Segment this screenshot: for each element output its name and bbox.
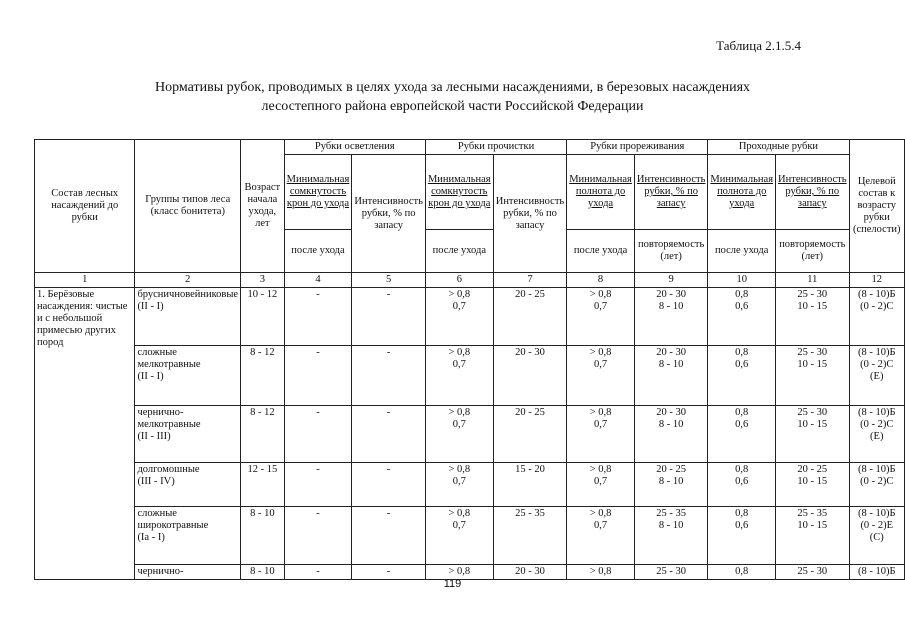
header-group-prokhodnye: Проходные рубки bbox=[708, 140, 849, 155]
value-cell-c11: 25 - 30 10 - 15 bbox=[776, 288, 849, 346]
column-number-10: 10 bbox=[708, 273, 776, 288]
value-cell-c12: (8 - 10)Б bbox=[849, 565, 904, 580]
value-cell-c8: > 0,8 0,7 bbox=[567, 463, 635, 507]
value-cell-c5: - bbox=[352, 406, 425, 463]
forest-type-cell: чернично- bbox=[135, 565, 241, 580]
header-target-composition: Целевой состав к возрасту рубки (спелости) bbox=[849, 140, 904, 273]
column-number-row bbox=[35, 273, 905, 288]
value-cell-c12: (8 - 10)Б (0 - 2)С (Е) bbox=[849, 346, 904, 406]
value-cell-c5: - bbox=[352, 565, 425, 580]
value-cell-c6: > 0,8 0,7 bbox=[425, 463, 493, 507]
column-number-8: 8 bbox=[567, 273, 635, 288]
value-cell-c9: 20 - 30 8 - 10 bbox=[634, 406, 707, 463]
value-cell-c5: - bbox=[352, 346, 425, 406]
value-cell-c9: 20 - 30 8 - 10 bbox=[634, 346, 707, 406]
table-number: Таблица 2.1.5.4 bbox=[716, 38, 801, 53]
value-cell-c6: > 0,8 bbox=[425, 565, 493, 580]
header-intensity-11-text: Интенсивность рубки, % по запасу bbox=[778, 174, 847, 209]
header-min-closure-before-6-text: Минимальная сомкнутость крон до ухода bbox=[427, 174, 491, 209]
value-cell-c8: > 0,8 0,7 bbox=[567, 288, 635, 346]
value-cell-age: 10 - 12 bbox=[241, 288, 284, 346]
header-min-density-before-8-text: Минимальная полнота до ухода bbox=[569, 174, 632, 209]
table-row bbox=[35, 346, 905, 406]
value-cell-c4: - bbox=[284, 288, 352, 346]
value-cell-c9: 20 - 30 8 - 10 bbox=[634, 288, 707, 346]
value-cell-c6: > 0,8 0,7 bbox=[425, 288, 493, 346]
header-min-closure-before-6 bbox=[425, 155, 493, 230]
header-after-care-4: после ухода bbox=[284, 230, 352, 273]
composition-cell: 1. Берёзовые насаждения: чистые и с небольшой примесью других пород bbox=[35, 288, 135, 580]
value-cell-c6: > 0,8 0,7 bbox=[425, 346, 493, 406]
value-cell-c10: 0,8 0,6 bbox=[708, 507, 776, 565]
header-repeat-9: повторяемость (лет) bbox=[634, 230, 707, 273]
value-cell-c11: 20 - 25 10 - 15 bbox=[776, 463, 849, 507]
header-intensity-5: Интенсивность рубки, % по запасу bbox=[352, 155, 425, 273]
value-cell-c8: > 0,8 0,7 bbox=[567, 507, 635, 565]
value-cell-c7: 25 - 35 bbox=[493, 507, 566, 565]
column-number-11: 11 bbox=[776, 273, 849, 288]
value-cell-c12: (8 - 10)Б (0 - 2)Е (С) bbox=[849, 507, 904, 565]
value-cell-c4: - bbox=[284, 346, 352, 406]
value-cell-c7: 20 - 25 bbox=[493, 288, 566, 346]
value-cell-c10: 0,8 bbox=[708, 565, 776, 580]
header-intensity-7: Интенсивность рубки, % по запасу bbox=[493, 155, 566, 273]
forest-type-cell: чернично-мелкотравные (II - III) bbox=[135, 406, 241, 463]
value-cell-c4: - bbox=[284, 463, 352, 507]
column-number-2: 2 bbox=[135, 273, 241, 288]
value-cell-c10: 0,8 0,6 bbox=[708, 406, 776, 463]
table-row bbox=[35, 507, 905, 565]
value-cell-c10: 0,8 0,6 bbox=[708, 346, 776, 406]
table-row bbox=[35, 288, 905, 346]
value-cell-age: 8 - 10 bbox=[241, 507, 284, 565]
header-group-prorezhivanie: Рубки прореживания bbox=[567, 140, 708, 155]
value-cell-age: 8 - 10 bbox=[241, 565, 284, 580]
value-cell-c11: 25 - 30 10 - 15 bbox=[776, 346, 849, 406]
column-number-12: 12 bbox=[849, 273, 904, 288]
header-min-density-before-8 bbox=[567, 155, 635, 230]
header-group-prochistki: Рубки прочистки bbox=[425, 140, 566, 155]
value-cell-c6: > 0,8 0,7 bbox=[425, 507, 493, 565]
value-cell-c7: 20 - 30 bbox=[493, 346, 566, 406]
title-line-2: лесостепного района европейской части Российской Федерации bbox=[261, 99, 644, 114]
value-cell-c12: (8 - 10)Б (0 - 2)С (Е) bbox=[849, 406, 904, 463]
value-cell-c11: 25 - 35 10 - 15 bbox=[776, 507, 849, 565]
value-cell-c6: > 0,8 0,7 bbox=[425, 406, 493, 463]
value-cell-c4: - bbox=[284, 406, 352, 463]
norms-table bbox=[34, 139, 905, 580]
table-row bbox=[35, 463, 905, 507]
column-number-3: 3 bbox=[241, 273, 284, 288]
value-cell-c8: > 0,8 0,7 bbox=[567, 346, 635, 406]
value-cell-c5: - bbox=[352, 463, 425, 507]
value-cell-c12: (8 - 10)Б (0 - 2)С bbox=[849, 288, 904, 346]
value-cell-c9: 25 - 30 bbox=[634, 565, 707, 580]
value-cell-c11: 25 - 30 bbox=[776, 565, 849, 580]
header-repeat-11: повторяемость (лет) bbox=[776, 230, 849, 273]
header-min-density-before-10-text: Минимальная полнота до ухода bbox=[710, 174, 774, 209]
column-number-7: 7 bbox=[493, 273, 566, 288]
column-number-6: 6 bbox=[425, 273, 493, 288]
header-after-care-8: после ухода bbox=[567, 230, 635, 273]
header-forest-type-groups: Группы типов леса (класс бонитета) bbox=[135, 140, 241, 273]
header-intensity-9 bbox=[634, 155, 707, 230]
value-cell-c9: 25 - 35 8 - 10 bbox=[634, 507, 707, 565]
header-start-age: Возраст начала ухода, лет bbox=[241, 140, 284, 273]
value-cell-c10: 0,8 0,6 bbox=[708, 463, 776, 507]
value-cell-c11: 25 - 30 10 - 15 bbox=[776, 406, 849, 463]
column-number-9: 9 bbox=[634, 273, 707, 288]
value-cell-c7: 20 - 25 bbox=[493, 406, 566, 463]
title-line-1: Нормативы рубок, проводимых в целях ухода за лесными насаждениями, в березовых насаждениях bbox=[154, 80, 751, 95]
forest-type-cell: брусничновейниковые (II - I) bbox=[135, 288, 241, 346]
forest-type-cell: сложные мелкотравные (II - I) bbox=[135, 346, 241, 406]
table-row bbox=[35, 406, 905, 463]
value-cell-c5: - bbox=[352, 507, 425, 565]
value-cell-c8: > 0,8 0,7 bbox=[567, 406, 635, 463]
value-cell-c7: 20 - 30 bbox=[493, 565, 566, 580]
column-number-4: 4 bbox=[284, 273, 352, 288]
forest-type-cell: сложные широкотравные (Iа - I) bbox=[135, 507, 241, 565]
forest-type-cell: долгомошные (III - IV) bbox=[135, 463, 241, 507]
header-composition: Состав лесных насаждений до рубки bbox=[35, 140, 135, 273]
header-min-closure-before-4-text: Минимальная сомкнутость крон до ухода bbox=[286, 174, 350, 209]
value-cell-age: 8 - 12 bbox=[241, 406, 284, 463]
column-number-1: 1 bbox=[35, 273, 135, 288]
value-cell-c4: - bbox=[284, 565, 352, 580]
value-cell-c12: (8 - 10)Б (0 - 2)С bbox=[849, 463, 904, 507]
header-min-density-before-10 bbox=[708, 155, 776, 230]
column-number-5: 5 bbox=[352, 273, 425, 288]
value-cell-c4: - bbox=[284, 507, 352, 565]
value-cell-c5: - bbox=[352, 288, 425, 346]
header-intensity-11 bbox=[776, 155, 849, 230]
value-cell-age: 12 - 15 bbox=[241, 463, 284, 507]
value-cell-c10: 0,8 0,6 bbox=[708, 288, 776, 346]
page-number: 119 bbox=[443, 578, 462, 590]
header-after-care-6: после ухода bbox=[425, 230, 493, 273]
value-cell-c7: 15 - 20 bbox=[493, 463, 566, 507]
header-min-closure-before-4 bbox=[284, 155, 352, 230]
value-cell-c8: > 0,8 bbox=[567, 565, 635, 580]
table-title bbox=[60, 78, 845, 116]
value-cell-age: 8 - 12 bbox=[241, 346, 284, 406]
value-cell-c9: 20 - 25 8 - 10 bbox=[634, 463, 707, 507]
header-intensity-9-text: Интенсивность рубки, % по запасу bbox=[636, 174, 706, 209]
header-after-care-10: после ухода bbox=[708, 230, 776, 273]
header-group-osvetlenie: Рубки осветления bbox=[284, 140, 425, 155]
